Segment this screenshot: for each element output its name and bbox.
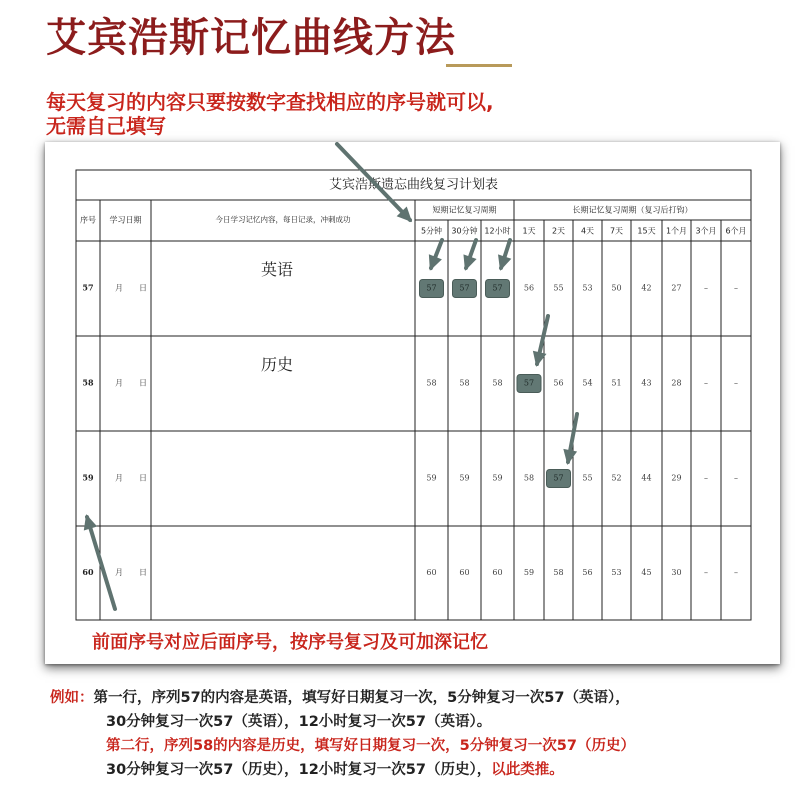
example-line-3: 第二行，序列58的内容是历史，填写好日期复习一次，5分钟复习一次57（历史） <box>106 738 635 754</box>
cell-value: 59 <box>459 473 470 483</box>
cell-value: 45 <box>641 568 652 577</box>
header-interval: 12小时 <box>484 226 511 236</box>
cell-value: 59 <box>492 473 503 483</box>
row-content: 历史 <box>260 355 294 374</box>
cell-value: 28 <box>671 378 682 388</box>
row-date-month: 月 <box>115 283 123 293</box>
highlighted-cell-value: 57 <box>553 473 564 483</box>
highlighted-cell-value: 57 <box>492 283 503 293</box>
arrow-icon-head <box>563 449 577 465</box>
example-line-4: 30分钟复习一次57（历史），12小时复习一次57（历史）， <box>106 762 492 778</box>
cell-value: 44 <box>641 473 652 483</box>
cell-value: 58 <box>523 473 535 483</box>
header-interval: 1个月 <box>665 226 688 236</box>
cell-value: 30 <box>671 568 682 577</box>
review-plan-table <box>45 142 780 664</box>
example-line-2: 30分钟复习一次57（英语），12小时复习一次57（英语）。 <box>106 714 492 730</box>
cell-value: 52 <box>611 473 622 483</box>
cell-value: – <box>734 568 738 577</box>
arrow-icon-head <box>84 514 97 530</box>
intro-line-2: 无需自己填写 <box>46 114 166 138</box>
arrow-icon-head <box>498 254 511 270</box>
table-title: 艾宾浩斯遗忘曲线复习计划表 <box>328 177 499 193</box>
highlighted-cell-value: 57 <box>459 283 470 293</box>
table-border <box>76 170 751 620</box>
header-interval: 30分钟 <box>451 226 478 236</box>
cell-value: 43 <box>641 378 652 388</box>
cell-value: 60 <box>492 568 503 577</box>
example-line-1: 第一行，序列57的内容是英语，填写好日期复习一次，5分钟复习一次57（英语）， <box>93 690 630 706</box>
header-interval: 2天 <box>551 226 566 236</box>
cell-value: – <box>734 378 738 388</box>
cell-value: 58 <box>553 568 564 577</box>
cell-value: 50 <box>611 283 622 293</box>
cell-value: 58 <box>492 378 503 388</box>
header-interval: 4天 <box>580 226 595 236</box>
cell-value: – <box>734 473 738 483</box>
cell-value: – <box>704 568 708 577</box>
arrow-icon <box>87 517 115 609</box>
intro-line-1: 每天复习的内容只要按数字查找相应的序号就可以, <box>46 90 494 114</box>
cell-value: 56 <box>523 283 535 293</box>
row-date-day: 日 <box>139 568 147 577</box>
cell-value: – <box>734 283 738 293</box>
highlighted-cell-value: 57 <box>426 283 437 293</box>
row-date-day: 日 <box>139 283 147 293</box>
header-date: 学习日期 <box>109 215 142 225</box>
row-date-day: 日 <box>139 473 147 483</box>
row-seq: 57 <box>82 282 94 293</box>
highlighted-cell-value: 57 <box>523 378 535 388</box>
cell-value: 53 <box>582 283 593 293</box>
row-content: 英语 <box>260 260 294 279</box>
cell-value: 60 <box>459 568 470 577</box>
cell-value: 42 <box>641 283 652 293</box>
cell-value: 59 <box>426 473 437 483</box>
cell-value: – <box>704 283 708 293</box>
row-seq: 59 <box>82 472 94 483</box>
cell-value: 53 <box>611 568 622 577</box>
cell-value: – <box>704 378 708 388</box>
header-long-term: 长期记忆复习周期（复习后打钩） <box>572 205 693 215</box>
page-title: 艾宾浩斯记忆曲线方法 <box>46 15 456 61</box>
arrow-icon-head <box>463 254 476 270</box>
header-interval: 7天 <box>609 226 624 236</box>
header-interval: 6个月 <box>725 226 747 236</box>
row-date-month: 月 <box>115 473 123 483</box>
cell-value: 59 <box>523 568 535 577</box>
cell-value: 54 <box>582 378 593 388</box>
cell-value: 55 <box>553 283 564 293</box>
cell-value: 58 <box>426 378 437 388</box>
example-line-4-end: 以此类推。 <box>491 762 564 778</box>
cell-value: 55 <box>582 473 593 483</box>
cell-value: 58 <box>459 378 470 388</box>
cell-value: 60 <box>426 568 437 577</box>
header-interval: 1天 <box>522 226 536 236</box>
cell-value: 56 <box>582 568 593 577</box>
title-underline <box>446 64 512 67</box>
header-interval: 5分钟 <box>420 226 443 236</box>
header-seq: 序号 <box>80 215 96 225</box>
row-seq: 60 <box>82 567 94 577</box>
row-seq: 58 <box>82 377 94 388</box>
header-interval: 3个月 <box>695 226 717 236</box>
cell-value: 29 <box>671 473 682 483</box>
header-short-term: 短期记忆复习周期 <box>432 205 497 215</box>
table-caption: 前面序号对应后面序号，按序号复习及可加深记忆 <box>92 632 488 653</box>
row-date-day: 日 <box>139 378 147 388</box>
header-interval: 15天 <box>637 226 656 236</box>
cell-value: 27 <box>671 283 682 293</box>
cell-value: 51 <box>611 378 622 388</box>
cell-value: 56 <box>553 378 564 388</box>
example-label: 例如： <box>50 690 94 706</box>
row-date-month: 月 <box>115 568 123 577</box>
example-explanation <box>50 686 635 782</box>
intro-text <box>46 90 494 138</box>
header-content: 今日学习记忆内容，每日记录，冲刺成功 <box>215 215 351 224</box>
cell-value: – <box>704 473 708 483</box>
review-plan-sheet <box>45 142 780 664</box>
row-date-month: 月 <box>115 378 123 388</box>
